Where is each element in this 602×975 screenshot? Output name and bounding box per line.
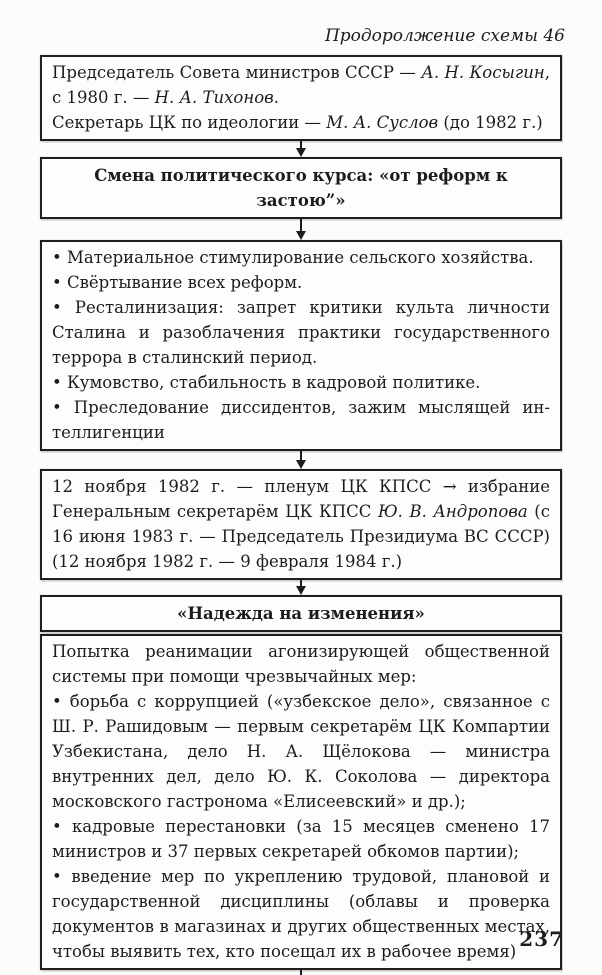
list-item: • Материальное стимулирование сельского хозяйства.: [52, 248, 534, 267]
page-number: 237: [519, 927, 564, 951]
arrow-stem: [300, 141, 302, 148]
down-arrow-icon: [40, 580, 562, 595]
list-item: • Преследование диссидентов, зажим мыслящей интеллигенции: [52, 398, 550, 442]
box-leadership-text: Председатель Совета министров СССР — А. Н. Косыгин, с 1980 г. — Н. А. Тихонов. Секретарь ЦК по идеологии — М. А. Суслов (до 1982 г.): [52, 63, 550, 132]
box-course-change: [40, 157, 562, 219]
box-leadership: [40, 55, 562, 141]
box-hope-header-text: «Надежда на изменения»: [177, 604, 425, 623]
arrow-stem: [300, 970, 302, 975]
scheme-continuation-caption: Продоролжение схемы 46: [324, 26, 565, 46]
down-arrow-icon: [40, 219, 562, 240]
box-measures-intro: Попытка реанимации агонизирующей общественной системы при помощи чрезвычайных мер:: [52, 642, 550, 686]
down-arrow-icon: [40, 970, 562, 975]
down-arrow-icon: [40, 451, 562, 469]
arrow-stem: [300, 219, 302, 231]
arrow-head: [296, 460, 306, 469]
arrow-head: [296, 586, 306, 595]
down-arrow-icon: [40, 141, 562, 157]
box-andropov-plenum-text: 12 ноября 1982 г. — пленум ЦК КПСС → избрание Генеральным секретарём ЦК КПСС Ю. В. Андропова (с 16 июня 1983 г. — Председатель Президиума ВС СССР) (12 ноября 1982 г. — 9 февраля 1984 г.): [52, 477, 550, 571]
list-item: • Кумовство, стабильность в кадровой политике.: [52, 373, 481, 392]
arrow-head: [296, 148, 306, 157]
list-item: • кадровые перестановки (за 15 месяцев сменено 17 министров и 37 первых секретарей обкомов партии);: [52, 817, 550, 861]
list-item: • введение мер по укреплению трудовой, плановой и государственной дисциплины (облавы и проверка документов в магазинах и других общественных местах, чтобы выявить тех, кто посещал их в рабочее время): [52, 867, 550, 961]
list-item: • Свёртывание всех реформ.: [52, 273, 303, 292]
box-andropov-plenum: [40, 469, 562, 580]
arrow-head: [296, 231, 306, 240]
box-policies-list: [40, 240, 562, 451]
box-course-change-text: Смена политического курса: «от реформ к застою”»: [94, 166, 508, 210]
flowchart: [40, 55, 562, 975]
box-hope-header: [40, 595, 562, 632]
list-item: • Ресталинизация: запрет критики культа личности Сталина и разоблачения практики государственного террора в сталинский период.: [52, 298, 550, 367]
arrow-stem: [300, 451, 302, 460]
list-item: • борьба с коррупцией («узбекское дело», связанное с Ш. Р. Рашидовым — первым секретарём ЦК Компартии Узбекистана, дело Н. А. Щёлокова — министра внутренних дел, дело Ю. К. Соколова — директора московского гастронома «Елисеевский» и др.);: [52, 692, 550, 811]
box-measures: [40, 634, 562, 970]
